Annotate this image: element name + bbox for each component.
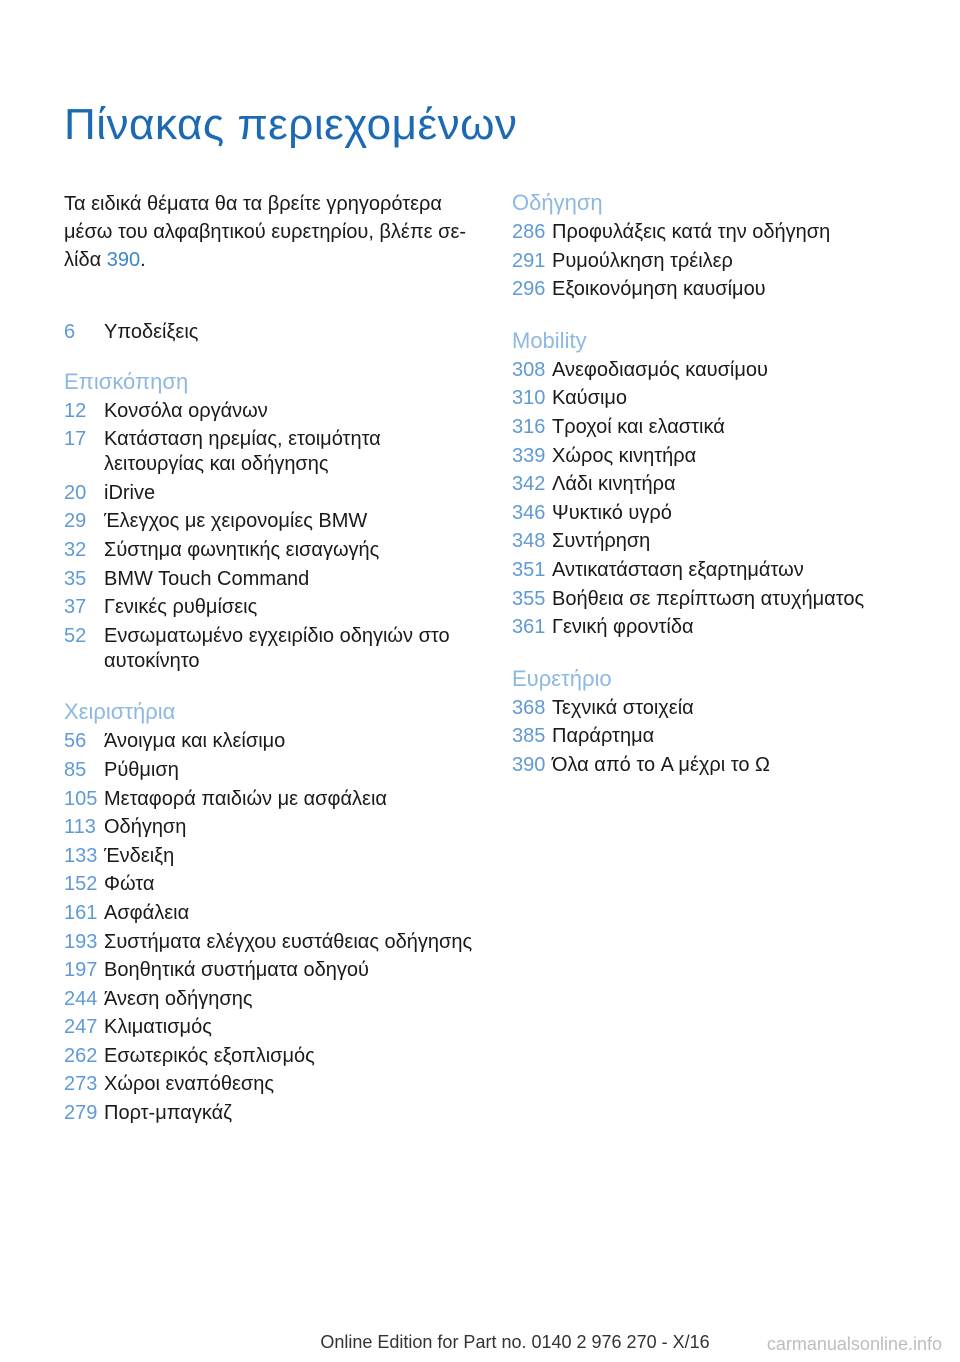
page-number: 152 [64,873,98,896]
entry-title: Τεχνικά στοιχεία [552,696,694,719]
toc-entry[interactable] [512,356,932,385]
toc-entry[interactable] [512,275,932,304]
page-number: 355 [512,587,546,610]
page-title: Πίνακας περιεχομένων [64,100,518,149]
toc-entry[interactable] [512,556,932,585]
entry-title: Ανεφοδιασμός καυσίμου [552,358,768,381]
page-number: 385 [512,725,546,748]
index-page-link[interactable]: 390 [106,249,141,271]
toc-entry[interactable] [64,1070,484,1099]
intro-end: . [140,249,146,271]
toc-entry[interactable] [512,247,932,276]
toc-entry[interactable] [64,565,484,594]
entry-title: Οδήγηση [104,816,187,839]
page-number: 197 [64,959,98,982]
entry-title: Εξοικονόμηση καυσίμου [552,278,766,301]
toc-section [64,697,484,1127]
section-heading: Mobility [512,327,587,353]
page-number: 17 [64,428,87,451]
toc-entry[interactable] [512,413,932,442]
page-number: 32 [64,538,87,561]
toc-entry[interactable] [512,585,932,614]
toc-entry[interactable] [512,499,932,528]
toc-entry[interactable] [64,899,484,928]
page-number: 244 [64,987,98,1010]
page-number: 29 [64,510,87,533]
entry-title: Ψυκτικό υγρό [552,501,672,524]
page-number: 262 [64,1044,98,1067]
section-heading: Χειριστήρια [64,699,176,725]
left-column [64,318,484,1150]
toc-entry[interactable] [64,479,484,508]
toc-entry[interactable] [64,425,484,479]
toc-entry[interactable] [512,218,932,247]
entry-title: Άνοιγμα και κλείσιμο [104,730,286,753]
entry-title: Παράρτημα [552,725,655,748]
entry-title: Αντικατάσταση εξαρτημάτων [552,558,804,581]
entry-title: Βοηθητικά συστήματα οδηγού [104,959,369,982]
page-number: 52 [64,624,87,647]
page-number: 316 [512,415,546,438]
entry-title: Ενσωματωμένο εγχειρίδιο οδηγιών στο αυτοκίνητο [104,624,450,672]
page-number: 296 [512,278,546,301]
footer-edition-text: Online Edition for Part no. 0140 2 976 270 - X/16 [320,1332,710,1352]
entry-title: Συστήματα ελέγχου ευστάθειας οδήγησης [104,930,473,953]
entry-title: Κονσόλα οργάνων [104,399,268,422]
toc-entry[interactable] [64,956,484,985]
toc-entry[interactable] [64,507,484,536]
page-number: 390 [512,753,546,776]
section-heading: Οδήγηση [512,190,603,215]
toc-entry[interactable] [64,622,484,676]
page-number: 6 [64,321,76,343]
toc-entry[interactable] [64,870,484,899]
section-heading: Επισκόπηση [64,368,189,394]
page-number: 348 [512,530,546,553]
toc-entry[interactable] [64,928,484,957]
toc-entry[interactable] [64,1099,484,1128]
entry-title: iDrive [104,481,156,504]
right-sections [512,188,932,780]
page-number: 286 [512,221,546,243]
left-sections [64,367,484,1128]
toc-entry[interactable] [64,397,484,426]
page-number: 279 [64,1102,98,1125]
page-number: 133 [64,844,98,867]
toc-entry[interactable] [512,694,932,723]
toc-entry[interactable] [512,722,932,751]
entry-title: Υποδείξεις [104,321,199,343]
toc-section [512,664,932,780]
entry-title: Ένδειξη [104,844,175,867]
page-number: 342 [512,473,546,496]
page-number: 351 [512,558,546,581]
page-number: 310 [512,387,546,410]
page-number: 113 [64,816,96,839]
page-number: 247 [64,1016,98,1039]
page-number: 193 [64,930,98,953]
right-column [512,188,932,802]
entry-title: Χώρος κινητήρα [552,444,697,467]
page-number: 20 [64,481,87,504]
page-number: 291 [512,249,546,272]
toc-entry[interactable] [64,318,484,347]
entry-title: Προφυλάξεις κατά την οδήγηση [552,221,831,243]
toc-entry[interactable] [64,1042,484,1071]
entry-title: Άνεση οδήγησης [104,987,253,1010]
toc-entry[interactable] [64,842,484,871]
toc-entry[interactable] [512,470,932,499]
entry-title: Καύσιμο [552,387,628,410]
page-number: 85 [64,758,87,781]
toc-entry[interactable] [64,785,484,814]
toc-section [64,367,484,676]
entry-title: Ρυμούλκηση τρέιλερ [552,249,733,272]
intro-paragraph [64,190,484,274]
entry-title: Φώτα [104,873,155,896]
toc-section [512,326,932,642]
toc-entry[interactable] [512,751,932,780]
page-number: 339 [512,444,546,467]
entry-title: Χώροι εναπόθεσης [104,1073,274,1096]
toc-entry[interactable] [512,442,932,471]
entry-title: Μεταφορά παιδιών με ασφάλεια [104,787,387,810]
toc-entry[interactable] [64,593,484,622]
toc-entry[interactable] [64,727,484,756]
toc-entry[interactable] [512,527,932,556]
entry-title: BMW Touch Command [104,567,310,590]
page-number: 273 [64,1073,98,1096]
page-number: 368 [512,696,546,719]
entry-title: Ρύθμιση [104,758,179,781]
toc-entry[interactable] [64,985,484,1014]
toc-entry[interactable] [512,384,932,413]
entry-title: Ασφάλεια [104,901,190,924]
toc-entry[interactable] [512,613,932,642]
entry-title: Λάδι κινητήρα [552,473,676,496]
page-number: 35 [64,567,87,590]
page-number: 346 [512,501,546,524]
entry-title: Συντήρηση [552,530,651,553]
watermark: carmanualsonline.info [766,1334,942,1354]
entry-title: Βοήθεια σε περίπτωση ατυχήματος [552,587,865,610]
entry-title: Σύστημα φωνητικής εισαγωγής [104,538,380,561]
page-number: 56 [64,730,87,753]
entry-title: Κλιματισμός [104,1016,212,1039]
toc-entry[interactable] [64,756,484,785]
page-number: 12 [64,399,87,422]
entry-title: Τροχοί και ελαστικά [552,415,725,438]
toc-entry[interactable] [64,536,484,565]
toc-section [512,188,932,304]
page-number: 37 [64,596,87,619]
entry-title: Κατάσταση ηρεμίας, ετοιμότητα λειτουργίας και οδήγησης [104,428,381,476]
page-number: 308 [512,358,546,381]
page-number: 161 [64,901,98,924]
entry-title: Εσωτερικός εξοπλισμός [104,1044,315,1067]
toc-entry[interactable] [64,813,484,842]
page-number: 105 [64,787,98,810]
entry-title: Γενικές ρυθμίσεις [104,596,258,619]
entry-title: Έλεγχος με χειρονομίες BMW [104,510,368,533]
entry-title: Όλα από το A μέχρι το Ω [552,753,770,776]
entry-title: Πορτ-μπαγκάζ [104,1102,232,1125]
toc-entry[interactable] [64,1013,484,1042]
entry-title: Γενική φροντίδα [552,616,694,639]
intro-text: Τα ειδικά θέματα θα τα βρείτε γρηγορότερα μέσω του αλφαβητικού ευρετηρίου, βλέπε σε‐λίδα [64,193,467,271]
page-number: 361 [512,616,546,639]
section-heading: Ευρετήριο [512,665,612,691]
